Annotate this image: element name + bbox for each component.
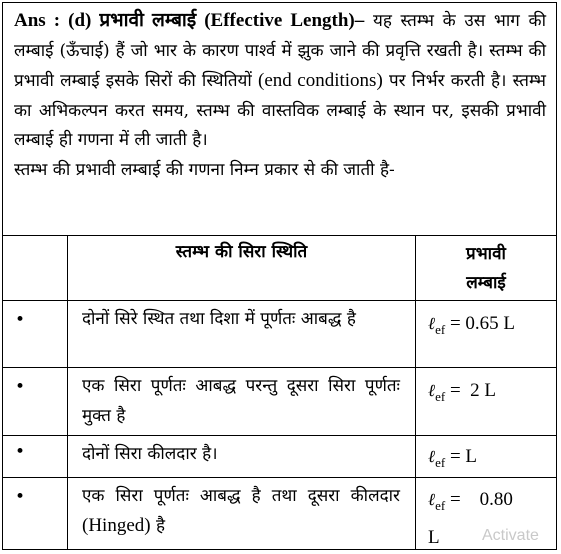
answer-intro: स्तम्भ की प्रभावी लम्बाई की गणना निम्न प्रकार से की जाती है- xyxy=(14,159,395,180)
row-condition-1: दोनों सिरे स्थित तथा दिशा में पूर्णतः आबद्ध है xyxy=(82,309,356,329)
row-condition-2: एक सिरा पूर्णतः आबद्ध परन्तु दूसरा सिरा पूर्णतः मुक्त है xyxy=(82,376,400,426)
row-bullet-1: • xyxy=(15,310,26,330)
answer-text-1: यह स्तम्भ के उस भाग की लम्बाई (ऊँचाई) हैं जो भार के कारण पार्श्व में झुक जाने की प्रवृत्ति रखती है। स्तम्भ की प्रभावी लम्बाई इसके सिरों की स्थितियों xyxy=(14,11,546,91)
row-length-4: ℓ$_{ef}$ = 0.80 L xyxy=(428,489,513,548)
row-divider-3 xyxy=(2,435,557,436)
row-divider-2 xyxy=(2,367,557,368)
activate-watermark: Activate xyxy=(482,527,539,544)
row-bullet-3: • xyxy=(15,442,26,462)
header-condition: स्तम्भ की सिरा स्थिति xyxy=(175,242,308,262)
row-condition-4: एक सिरा पूर्णतः आबद्ध है तथा दूसरा कीलदार (Hinged) है xyxy=(82,486,400,536)
row-bullet-2: • xyxy=(15,377,26,397)
table-top-border xyxy=(2,235,557,236)
answer-paragraph xyxy=(14,6,546,185)
column-divider-1 xyxy=(67,235,68,550)
answer-prefix: Ans : (d) प्रभावी लम्बाई (Effective Length)– xyxy=(14,10,365,31)
row-bullet-4: • xyxy=(15,487,26,507)
row-condition-3: दोनों सिरा कीलदार है। xyxy=(82,444,218,464)
header-effective-length xyxy=(416,240,556,298)
row-divider-1 xyxy=(2,300,557,301)
end-conditions-text: (end conditions) xyxy=(258,70,383,91)
header-length-line2: लम्बाई xyxy=(466,273,506,293)
answer-text-2: पर निर्भर करती है। स्तम्भ का अभिकल्पन करत समय, स्तम्भ की वास्तविक लम्बाई के स्थान पर, इसकी प्रभावी लम्बाई ही गणना में ली जाती है। xyxy=(14,71,546,150)
row-length-2: ℓ$_{ef}$ = 2 L xyxy=(428,380,497,404)
row-length-3: ℓ$_{ef}$ = L xyxy=(428,446,478,470)
row-length-1: ℓ$_{ef}$ = 0.65 L xyxy=(428,313,516,337)
length-symbol: ℓ xyxy=(428,314,436,334)
header-length-line1: प्रभावी xyxy=(466,244,506,264)
